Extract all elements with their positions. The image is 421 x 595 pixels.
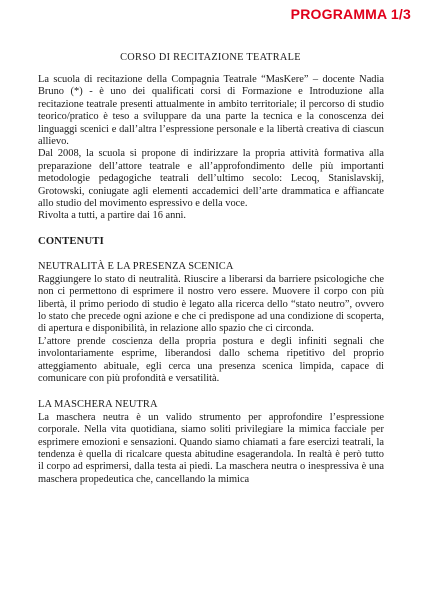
section-title: NEUTRALITÀ E LA PRESENZA SCENICA (38, 261, 234, 273)
intro-paragraph: Dal 2008, la scuola si propone di indirizzare la propria attività formativa alla preparazione dell’attore teatrale e all’approfondimento delle più importanti metodologie pedagogiche teatrali dell’ultimo secolo: Lecoq, Stanislavskij, Grotowski, coniugate agli elementi accademici dell’arte drammatica e affiancate allo studio del movimento espressivo e della voce. (38, 148, 384, 210)
intro-paragraph: Rivolta a tutti, a partire dai 16 anni. (38, 210, 187, 222)
section-paragraph: La maschera neutra è un valido strumento per approfondire l’espressione corporale. Nella vita quotidiana, siamo soliti privilegiare la mimica facciale per esprimere emozioni e sensazioni. Quando siamo chiamati a fare esercizi teatrali, la tendenza è quella di ricalcare questa abitudine esagerandola. In realtà è però tutto il corpo ad esprimersi, dalla testa ai piedi. La maschera neutra o inespressiva è una maschera propedeutica che, cancellando la mimica (38, 411, 384, 485)
intro-paragraph: La scuola di recitazione della Compagnia Teatrale “MasKere” – docente Nadia Bruno (*) - è uno dei qualificati corsi di Formazione e Introduzione alla recitazione teatrale presenti attualmente in ambito territoriale; il percorso di studio teorico/pratico è teso a sviluppare da una parte la tecnica e la conoscenza dei linguaggi scenici e dall’altra l’espressione personale e la libertà creativa di ciascun allievo. (38, 74, 384, 148)
section-title: LA MASCHERA NEUTRA (38, 399, 158, 411)
document-body (38, 74, 384, 486)
document-title: CORSO DI RECITAZIONE TEATRALE (120, 52, 301, 63)
intro-block (38, 74, 384, 223)
contents-heading: CONTENUTI (38, 235, 104, 247)
section-paragraph: L’attore prende coscienza della propria postura e degli infiniti segnali che involontariamente esprime, liberandosi dallo schema ripetitivo del proprio atteggiamento abituale, egli cerca una presenza scenica limpida, capace di comunicare con più profondità e versatilità. (38, 335, 384, 384)
page-counter-label: PROGRAMMA 1/3 (290, 6, 411, 22)
section-paragraph: Raggiungere lo stato di neutralità. Riuscire a liberarsi da barriere psicologiche che non ci permettono di esprimere il nostro vero essere. Muovere il corpo con più libertà, il primo periodo di studio è legato alla ricerca dello “stato neutro”, ovvero lo stato che precede ogni azione e che ci predispone ad una condizione di scoperta, di apertura e disponibilità, in relazione allo spazio che ci circonda. (38, 273, 384, 335)
